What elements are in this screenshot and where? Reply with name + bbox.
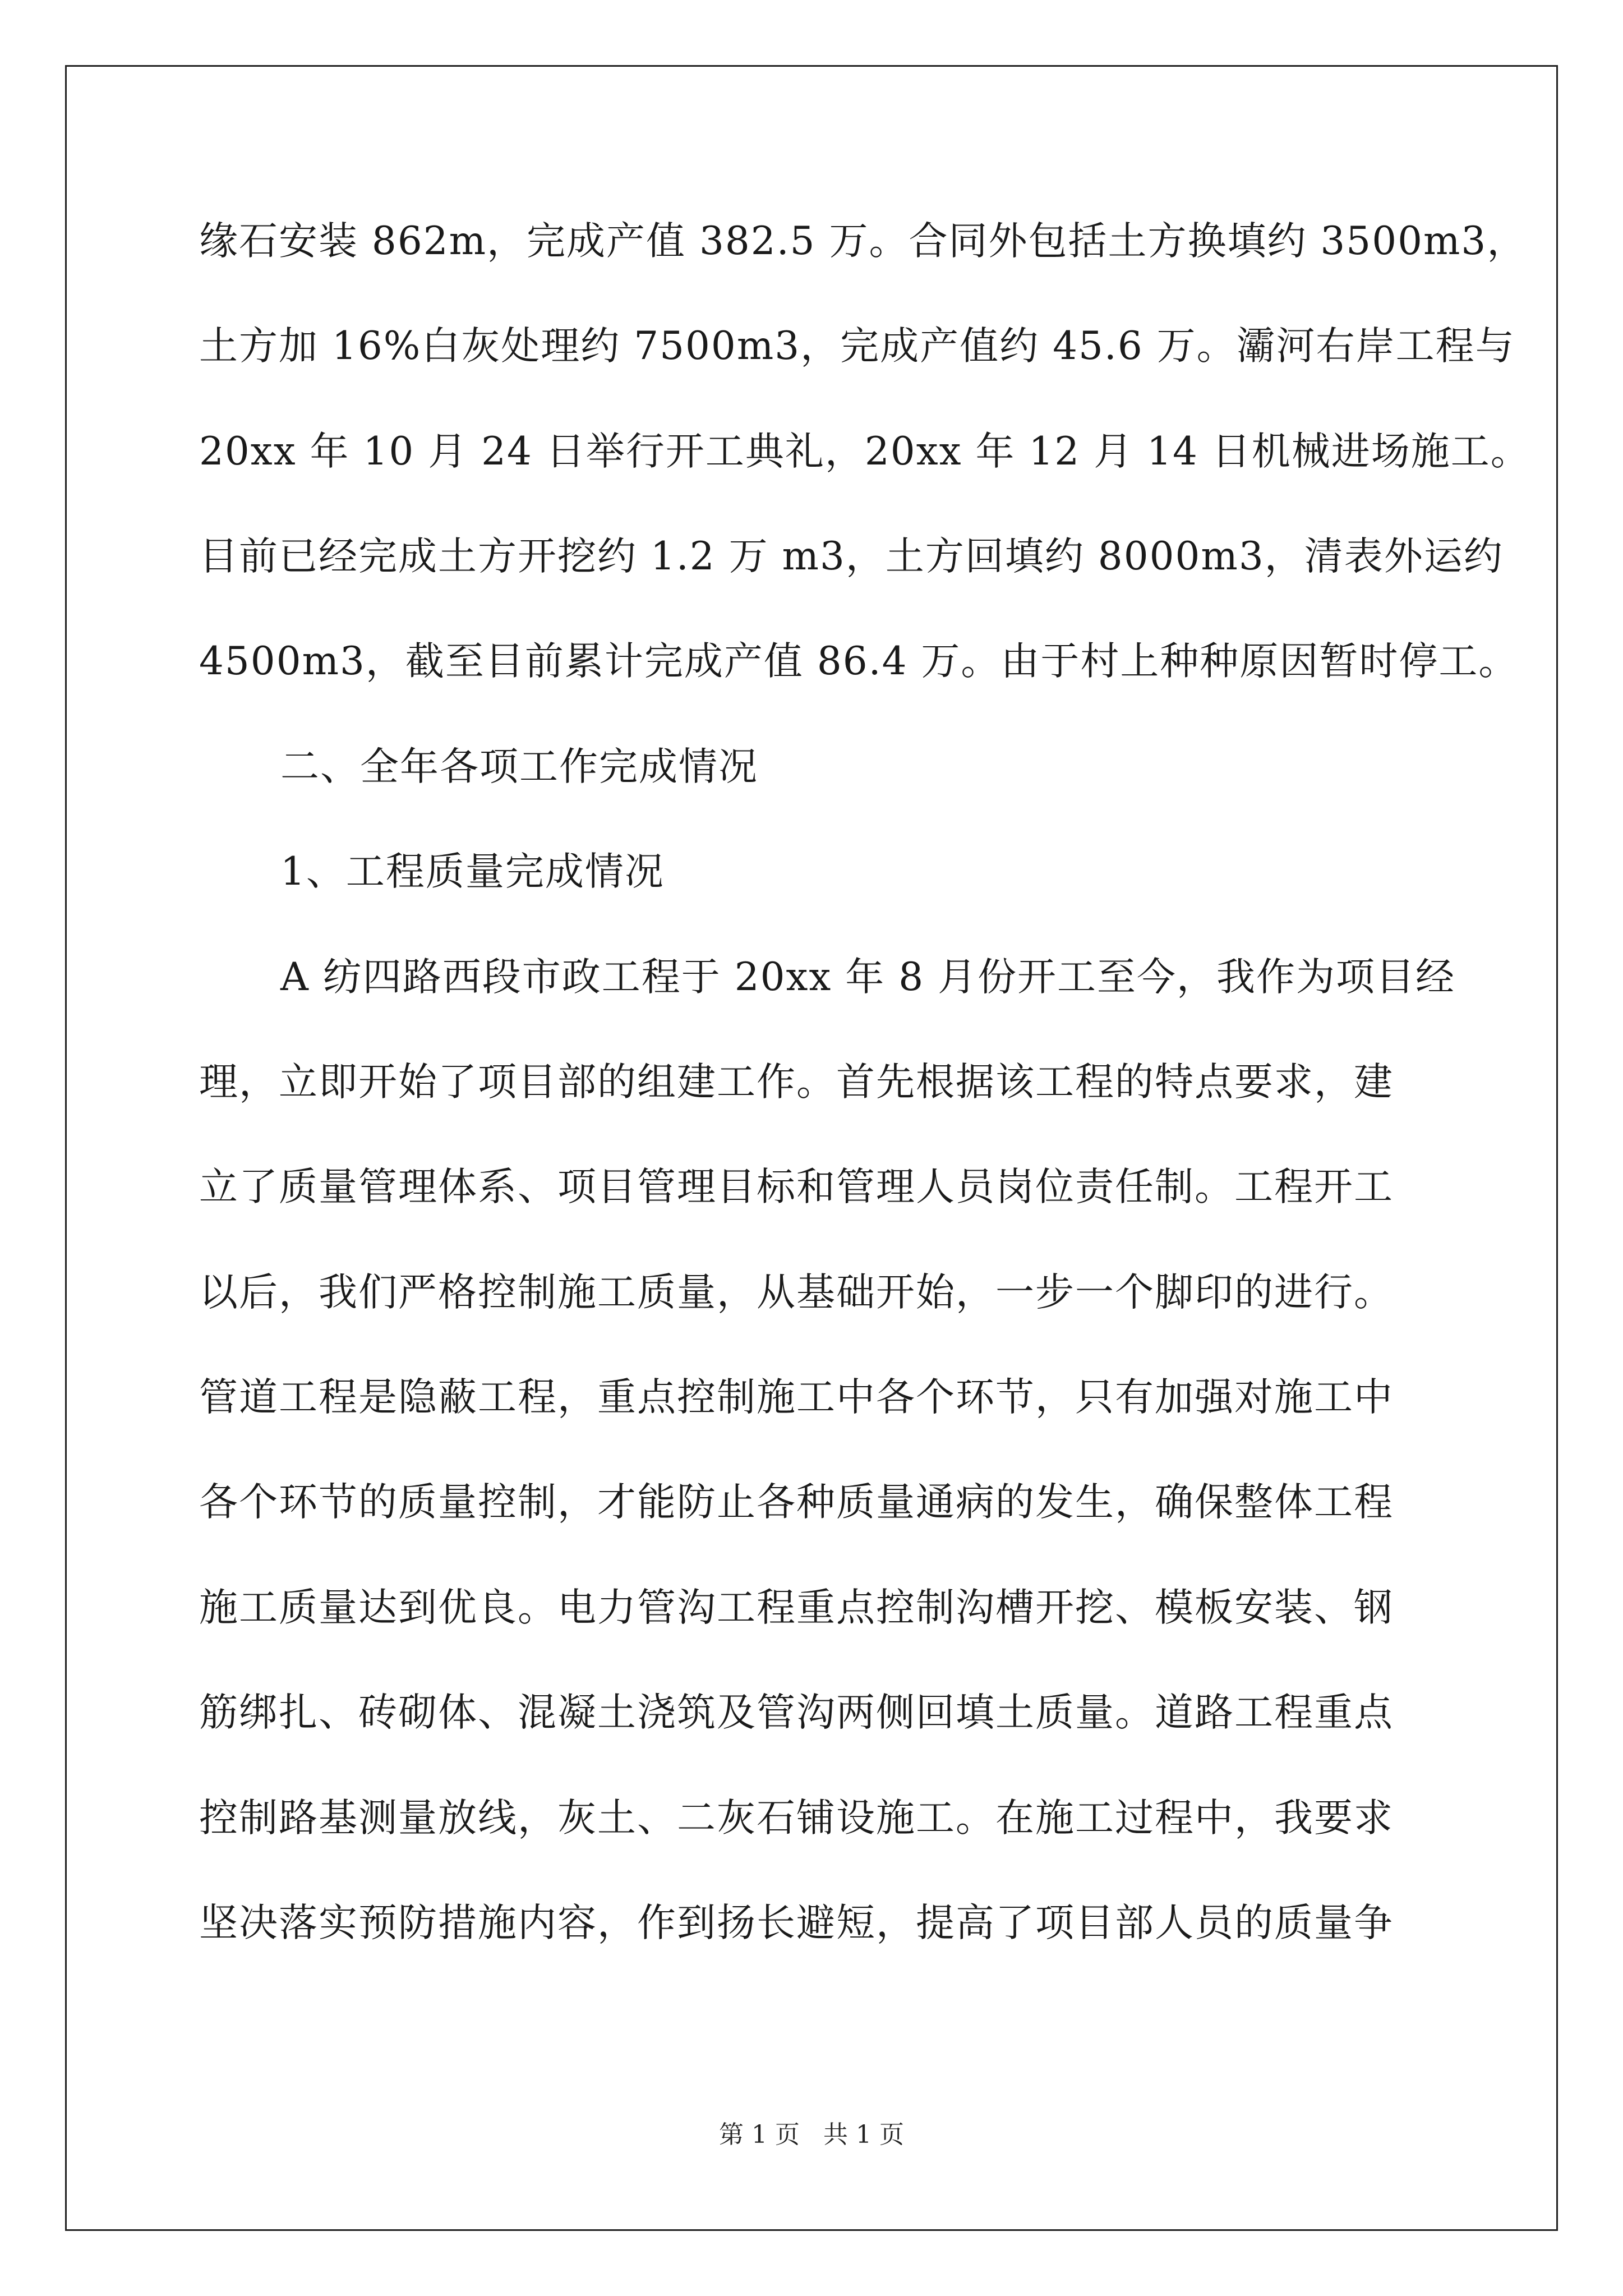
text-line: 立了质量管理体系、项目管理目标和管理人员岗位责任制。工程开工 <box>199 1165 1394 1209</box>
page-number: 第 1 页 <box>719 2120 800 2149</box>
text-line: 筋绑扎、砖砌体、混凝土浇筑及管沟两侧回填土质量。道路工程重点 <box>199 1690 1394 1735</box>
subsection-heading: 1、工程质量完成情况 <box>280 849 665 894</box>
text-line: 20xx 年 10 月 24 日举行开工典礼，20xx 年 12 月 14 日机械进场施工。 <box>199 429 1530 474</box>
page-total: 共 1 页 <box>823 2120 904 2149</box>
text-line: 控制路基测量放线，灰土、二灰石铺设施工。在施工过程中，我要求 <box>199 1796 1394 1841</box>
text-line: 缘石安装 862m，完成产值 382.5 万。合同外包括土方换填约 3500m3， <box>199 219 1527 264</box>
section-heading: 二、全年各项工作完成情况 <box>280 744 758 789</box>
text-line: 土方加 16%白灰处理约 7500m3，完成产值约 45.6 万。灞河右岸工程与 <box>199 324 1515 369</box>
page-footer <box>0 2118 1623 2152</box>
text-line: 以后，我们严格控制施工质量，从基础开始，一步一个脚印的进行。 <box>199 1270 1394 1315</box>
text-line: 施工质量达到优良。电力管沟工程重点控制沟槽开挖、模板安装、钢 <box>199 1585 1394 1630</box>
text-line: A 纺四路西段市政工程于 20xx 年 8 月份开工至今，我作为项目经 <box>280 955 1456 1000</box>
text-line: 管道工程是隐蔽工程，重点控制施工中各个环节，只有加强对施工中 <box>199 1375 1394 1420</box>
text-line: 坚决落实预防措施内容，作到扬长避短，提高了项目部人员的质量争 <box>199 1901 1394 1945</box>
text-line: 4500m3，截至目前累计完成产值 86.4 万。由于村上种种原因暂时停工。 <box>199 639 1519 684</box>
text-line: 目前已经完成土方开挖约 1.2 万 m3，土方回填约 8000m3，清表外运约 <box>199 534 1504 579</box>
text-line: 理，立即开始了项目部的组建工作。首先根据该工程的特点要求，建 <box>199 1060 1394 1105</box>
text-line: 各个环节的质量控制，才能防止各种质量通病的发生，确保整体工程 <box>199 1480 1394 1525</box>
